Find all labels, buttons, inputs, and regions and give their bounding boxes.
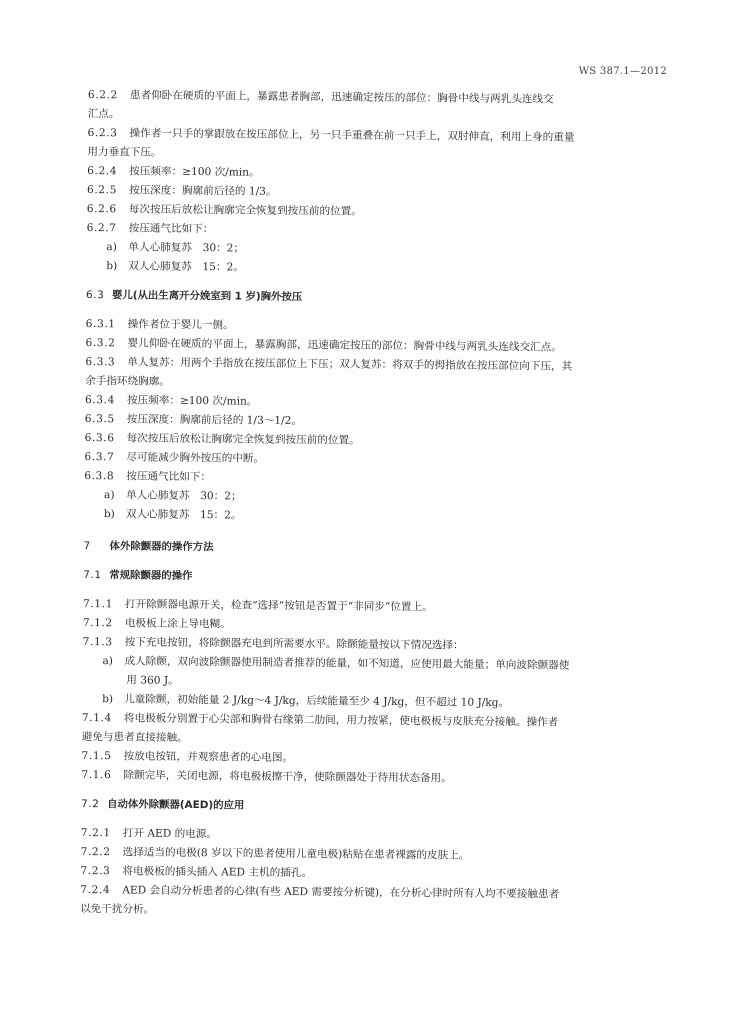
clause-7-1-5: 7.1.5 按放电按钮，并观察患者的心电图。: [81, 749, 294, 764]
clause-7-1-2: 7.1.2 电极板上涂上导电糊。: [82, 616, 231, 631]
clause-7-1-4-cont: 避免与患者直接接触。: [81, 730, 188, 744]
clause-6-3-6: 6.3.6 每次按压后放松让胸廓完全恢复到按压前的位置。: [84, 431, 360, 447]
clause-6-2-4: 6.2.4 按压频率：≥100 次/min。: [87, 164, 260, 179]
list-item-b: b) 儿童除颤，初始能量 2 J/kg～4 J/kg，后续能量至少 4 J/kg，但不超过 10 J/kg。: [102, 693, 510, 710]
clause-6-3-3: 6.3.3 单人复苏：用两个手指放在按压部位上下压；双人复苏：将双手的拇指放在按压部位向下压，其: [85, 355, 573, 373]
clause-7-1-6: 7.1.6 除颤完毕，关闭电源，将电极板擦干净，使除颤器处于待用状态备用。: [81, 768, 452, 785]
clause-7-1-4: 7.1.4 将电极板分别置于心尖部和胸骨右缘第二肋间，用力按紧，使电极板与皮肤充分接触。操作者: [81, 711, 559, 729]
chapter-heading-7: 7 体外除颤器的操作方法: [83, 539, 214, 554]
clause-6-3-4: 6.3.4 按压频率：≥100 次/min。: [84, 393, 258, 408]
section-heading-6-3: 6.3 婴儿(从出生离开分娩室到 1 岁)胸外按压: [85, 288, 303, 304]
clause-6-3-8: 6.3.8 按压通气比如下：: [84, 469, 212, 484]
list-item-a: a) 成人除颤，双向波除颤器使用制造者推荐的能量，如不知道，应使用最大能量；单向波除颤器使: [102, 655, 570, 672]
clause-6-2-2: 6.2.2 患者仰卧在硬质的平面上，暴露患者胸部，迅速确定按压的部位：胸骨中线与两乳头连线交: [87, 88, 554, 106]
section-heading-7-2: 7.2 自动体外除颤器(AED)的应用: [81, 797, 245, 812]
clause-6-3-5: 6.3.5 按压深度：胸廓前后径的 1/3～1/2。: [84, 412, 303, 428]
standard-code-header: WS 387.1—2012: [578, 66, 667, 77]
clause-6-3-7: 6.3.7 尽可能减少胸外按压的中断。: [84, 450, 265, 465]
clause-7-1-3: 7.1.3 按下充电按钮，将除颤器充电到所需要水平。除颤能量按以下情况选择：: [82, 635, 464, 652]
list-item-b: b) 双人心肺复苏 15：2。: [106, 260, 244, 274]
list-item-a: a) 单人心肺复苏 30：2；: [104, 489, 242, 503]
clause-7-2-4: 7.2.4 AED 会自动分析患者的心律(有些 AED 需要按分析键)，在分析心律时所有人均不要接触患者: [80, 883, 560, 901]
clause-7-2-1: 7.2.1 打开 AED 的电源。: [80, 826, 218, 841]
clause-6-2-5: 6.2.5 按压深度：胸廓前后径的 1/3。: [86, 183, 277, 198]
clause-6-2-6: 6.2.6 每次按压后放松让胸廓完全恢复到按压前的位置。: [86, 202, 362, 218]
clause-7-2-3: 7.2.3 将电极板的插头插入 AED 主机的插孔。: [80, 864, 313, 880]
clause-6-2-3-cont: 用力垂直下压。: [87, 145, 162, 159]
list-item-b: b) 双人心肺复苏 15：2。: [103, 508, 242, 522]
clause-7-2-2: 7.2.2 选择适当的电极(8 岁以下的患者使用儿童电极)粘贴在患者裸露的皮肤上。: [80, 845, 470, 862]
clause-6-2-3: 6.2.3 操作者一只手的掌跟放在按压部位上，另一只手重叠在前一只手上，双肘伸直，利用上身的重量: [87, 126, 575, 144]
clause-6-3-1: 6.3.1 操作者位于婴儿一侧。: [85, 317, 234, 332]
list-item-a: a) 单人心肺复苏 30：2；: [106, 241, 245, 255]
document-body: [80, 86, 678, 925]
clause-6-3-2: 6.3.2 婴儿仰卧在硬质的平面上，暴露胸部，迅速确定按压的部位：胸骨中线与两乳头连线交汇点。: [85, 336, 562, 354]
list-item-a-cont: 用 360 J。: [126, 674, 179, 687]
clause-7-1-1: 7.1.1 打开除颤器电源开关，检查“选择”按钮是否置于“非同步”位置上。: [82, 597, 433, 614]
clause-6-2-7: 6.2.7 按压通气比如下：: [86, 221, 214, 236]
clause-6-2-2-cont: 汇点。: [87, 107, 120, 121]
section-heading-7-1: 7.1 常规除颤器的操作: [83, 568, 193, 583]
clause-7-2-4-cont: 以免干扰分析。: [80, 902, 155, 916]
clause-6-3-3-cont: 余手指环绕胸廓。: [85, 374, 170, 388]
